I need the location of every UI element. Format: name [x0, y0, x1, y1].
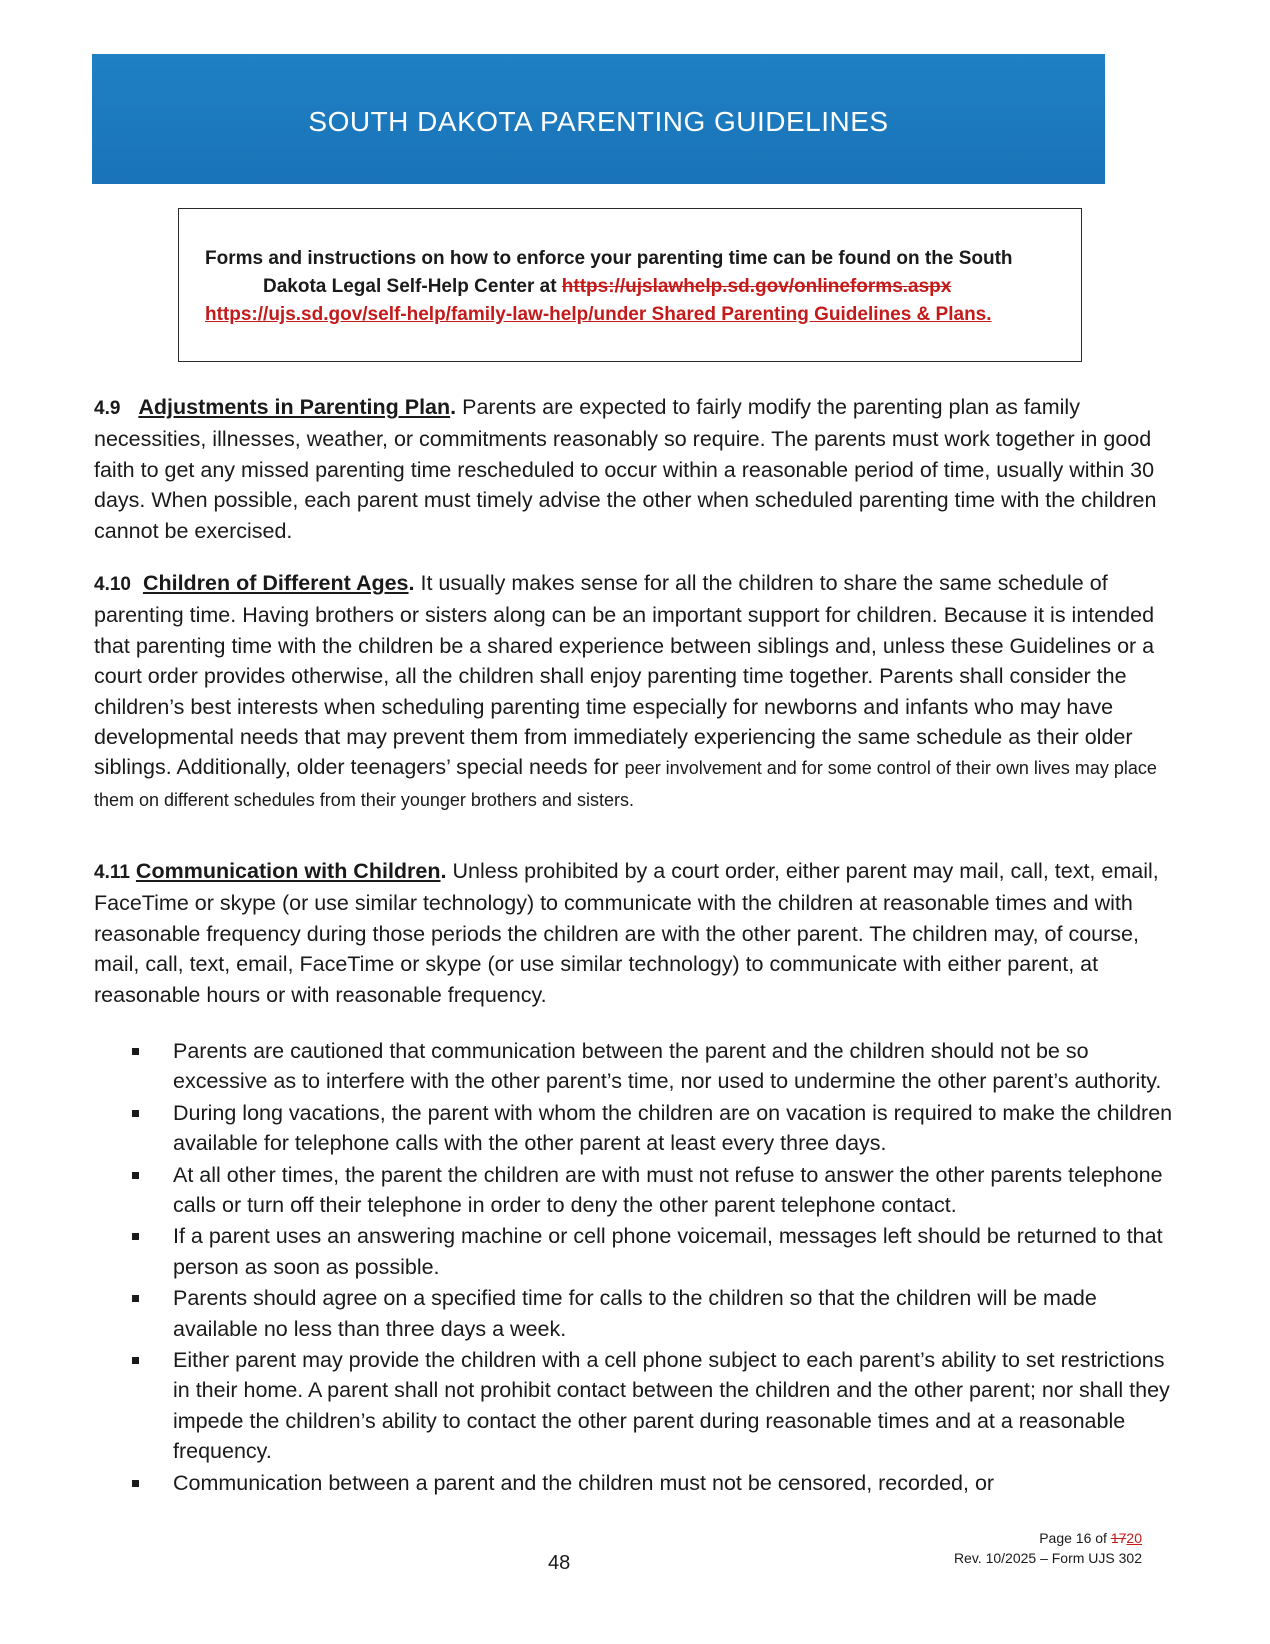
page-label-prefix: Page 16 of — [1039, 1530, 1111, 1546]
section-number: 4.11 — [94, 862, 130, 883]
list-item — [128, 1160, 1178, 1221]
list-item — [128, 1221, 1178, 1282]
section-body: It usually makes sense for all the children to share the same schedule of parenting time. Having brothers or sisters along can be an important support for children. Because it is intended that parenting time with the children be a shared experience between siblings and, unless these Guidelines or a court order provides otherwise, all the children shall enjoy parenting time together. Parents shall consider the children’s best interests when scheduling parenting time especially for newborns and infants who may have developmental needs that may prevent them from immediately experiencing the same schedule as their older siblings. Additionally, older teenagers’ special needs for — [94, 571, 1155, 780]
notice-line-2 — [205, 273, 1065, 301]
list-item — [128, 1036, 1178, 1097]
notice-line-1: Forms and instructions on how to enforce your parenting time can be found on the South — [205, 248, 1013, 269]
new-url-link[interactable]: https://ujs.sd.gov/self-help/family-law-help/under Shared Parenting Guidelines & Plans. — [205, 304, 992, 325]
bullet-square-icon — [132, 1048, 139, 1055]
list-item-text: Either parent may provide the children with a cell phone subject to each parent’s ability to set restrictions in their home. A parent shall not prohibit contact between the children and the other parent; nor shall they impede the children’s ability to contact the other parent during reasonable times and at a reasonable frequency. — [173, 1348, 1170, 1464]
list-item — [128, 1345, 1178, 1467]
list-item — [128, 1283, 1178, 1344]
bullet-square-icon — [132, 1110, 139, 1117]
notice-text — [205, 245, 1065, 329]
section-number: 4.10 — [94, 574, 131, 595]
list-item — [128, 1098, 1178, 1159]
notice-line-2-prefix: Dakota Legal Self-Help Center at — [263, 276, 562, 297]
list-item-text: During long vacations, the parent with whom the children are on vacation is required to make the children available for telephone calls with the other parent at least every three days. — [173, 1100, 1173, 1156]
section-body: Parents are expected to fairly modify the parenting plan as family necessities, illnesses, weather, or commitments reasonably so require. The parents must work together in good faith to get any missed parenting time rescheduled to occur within a reasonable period of time, usually within 30 days. When possible, each parent must timely advise the other when scheduled parenting time with the children cannot be exercised. — [94, 395, 1157, 543]
bullet-square-icon — [132, 1357, 139, 1364]
communication-bullet-list — [128, 1036, 1178, 1499]
header-banner — [92, 54, 1105, 184]
list-item-text: Parents are cautioned that communication between the parent and the children should not be so excessive as to interfere with the other parent’s time, nor used to undermine the other parent’s authority. — [173, 1039, 1162, 1094]
section-heading: Communication with Children — [135, 859, 441, 883]
page-number: 48 — [548, 1552, 571, 1574]
bullet-square-icon — [132, 1480, 139, 1487]
list-item-text: If a parent uses an answering machine or cell phone voicemail, messages left should be returned to that person as soon as possible. — [173, 1224, 1163, 1279]
list-item — [128, 1468, 1178, 1498]
section-4-11: 4.11 Communication with Children. Unless prohibited by a court order, either parent may mail, call, text, email, FaceTime or skype (or use similar technology) to communicate with the children at reasonable times and with reasonable frequency during those periods the children are with the other parent. The children may, of course, mail, call, text, email, FaceTime or skype (or use similar technology) to communicate with either parent, at reasonable hours or with reasonable frequency. — [94, 859, 1159, 1007]
page-total-old: 17 — [1110, 1530, 1127, 1546]
section-4-9: 4.9 Adjustments in Parenting Plan. Parents are expected to fairly modify the parenting plan as family necessities, illnesses, weather, or commitments reasonably so require. The parents must work together in good faith to get any missed parenting time rescheduled to occur within a reasonable period of time, usually within 30 days. When possible, each parent must timely advise the other when scheduled parenting time with the children cannot be exercised. — [94, 395, 1157, 543]
section-4-10: 4.10 Children of Different Ages. It usually makes sense for all the children to share the same schedule of parenting time. Having brothers or sisters along can be an important support for children. Because it is intended that parenting time with the children be a shared experience between siblings and, unless these Guidelines or a court order provides otherwise, all the children shall enjoy parenting time together. Parents shall consider the children’s best interests when scheduling parenting time especially for newborns and infants who may have developmental needs that may prevent them from immediately experiencing the same schedule as their older siblings. Additionally, older teenagers’ special needs for peer involvement and for some control of their own lives may place them on different schedules from their younger brothers and sisters. — [94, 571, 1157, 810]
document-title: SOUTH DAKOTA PARENTING GUIDELINES — [308, 106, 889, 137]
section-number: 4.9 — [94, 398, 121, 419]
list-item-text: At all other times, the parent the children are with must not refuse to answer the other parents telephone calls or turn off their telephone in order to deny the other parent telephone contact. — [173, 1162, 1163, 1218]
section-heading: Adjustments in Parenting Plan — [138, 395, 451, 419]
bullet-square-icon — [132, 1295, 139, 1302]
bullet-square-icon — [132, 1233, 139, 1240]
bullet-square-icon — [132, 1172, 139, 1179]
page-label — [954, 1528, 1142, 1548]
page-total-new: 20 — [1126, 1530, 1142, 1546]
old-url-link[interactable]: https://ujslawhelp.sd.gov/onlineforms.aspx — [561, 276, 952, 297]
section-heading: Children of Different Ages — [142, 571, 409, 595]
forms-notice-box — [178, 208, 1082, 362]
section-body: Unless prohibited by a court order, either parent may mail, call, text, email, FaceTime or skype (or use similar technology) to communicate with the children at reasonable times and with reasonable frequency during those periods the children are with the other parent. The children may, of course, mail, call, text, email, FaceTime or skype (or use similar technology) to communicate with either parent, at reasonable hours or with reasonable frequency. — [94, 859, 1159, 1007]
footer-info — [954, 1528, 1142, 1568]
list-item-text: Communication between a parent and the children must not be censored, recorded, or — [173, 1470, 995, 1495]
revision-label: Rev. 10/2025 – Form UJS 302 — [953, 1550, 1142, 1566]
list-item-text: Parents should agree on a specified time for calls to the children so that the children will be made available no less than three days a week. — [173, 1286, 1097, 1341]
section-body-small: peer involvement and for some control of their own lives may place them on different schedules from their younger brothers and sisters. — [94, 758, 1157, 810]
